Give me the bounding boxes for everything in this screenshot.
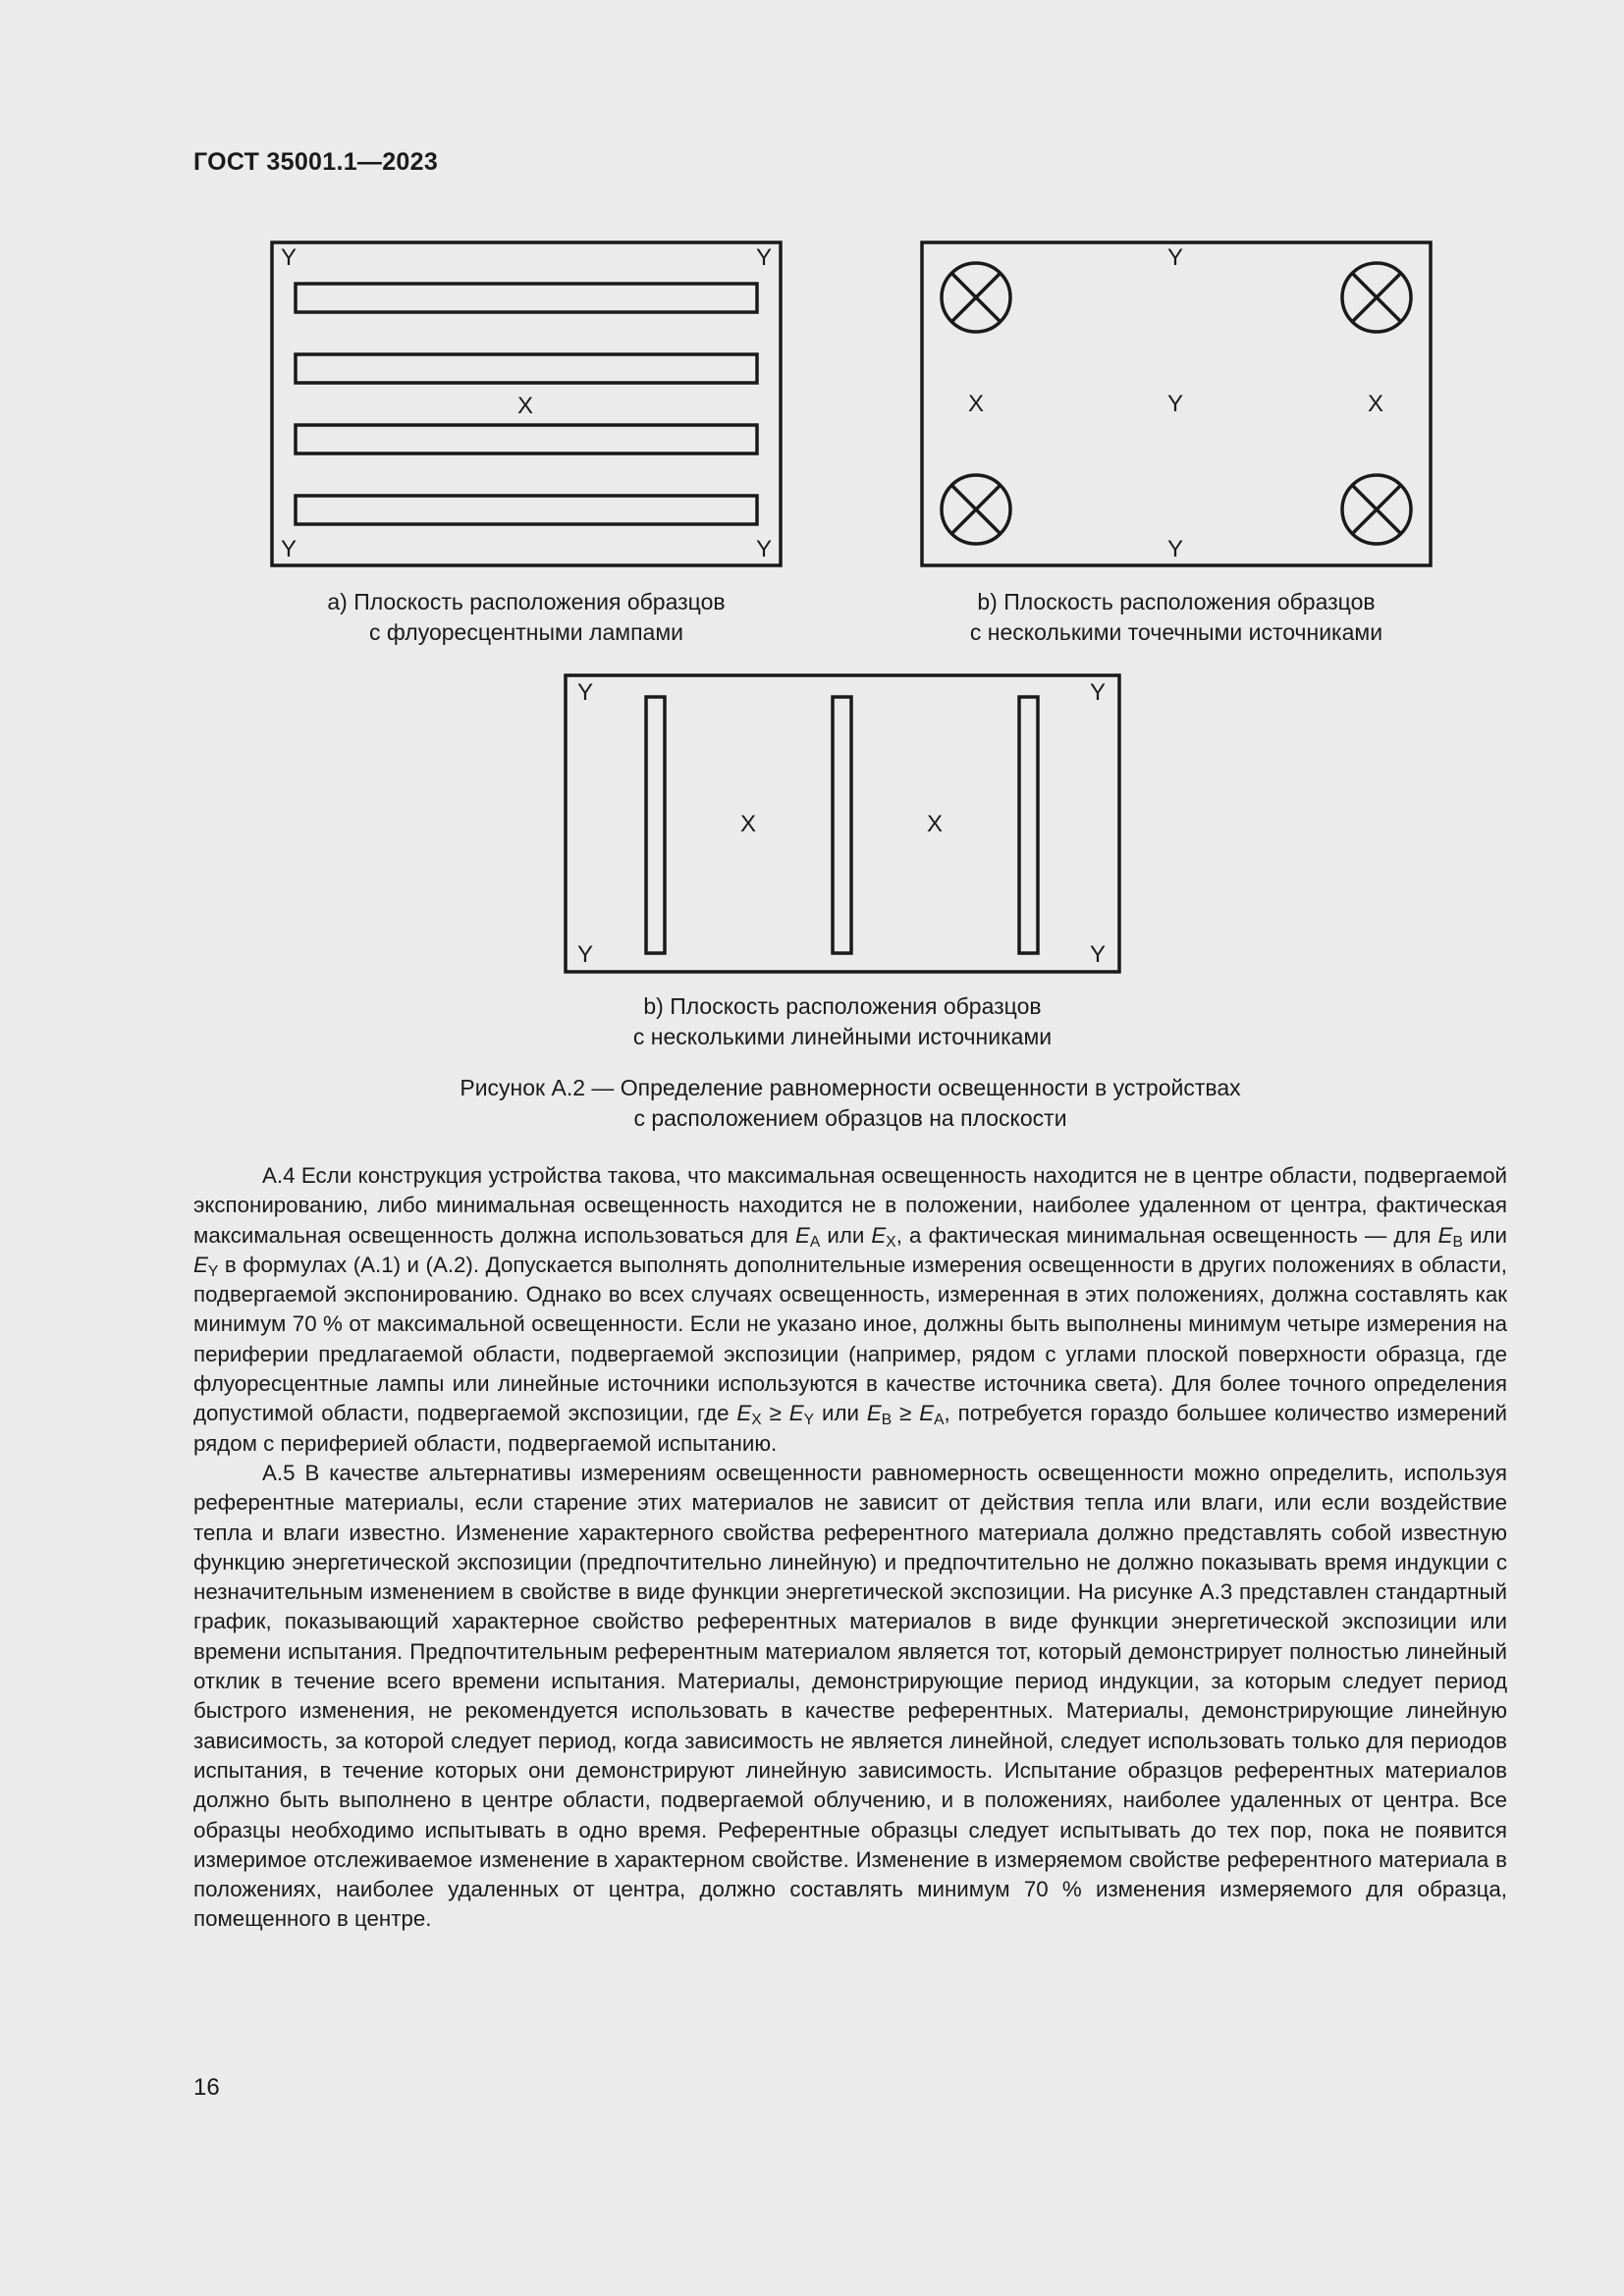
center-point-label: X: [517, 393, 534, 419]
document-header: ГОСТ 35001.1—2023: [193, 148, 439, 176]
corner-point-label: Y: [756, 244, 773, 271]
fluorescent-lamp: [296, 284, 757, 312]
point-source-icon: [1342, 263, 1411, 332]
page-number: 16: [193, 2074, 220, 2101]
measurement-point-label: Y: [1167, 244, 1184, 271]
fluorescent-lamp: [296, 354, 757, 383]
linear-source: [1019, 697, 1038, 953]
paragraph-a4: А.4 Если конструкция устройства такова, что максимальная освещенность находится не в центре области, подвергаемой экспонированию, либо минимальная освещенность находится не в положении, наиболее удаленном от центра, фактическая максимальная освещенность должна использоваться для $E_A$ или $E_X$, а фактическая минимальная освещенность — для $E_B$ или $E_Y$ в формулах (А.1) и (А.2). Допускается выполнять дополнительные измерения освещенности в других положениях в области, подвергаемой экспонированию. Однако во всех случаях освещенность, измеренная в этих положениях, должна составлять как минимум 70 % от максимальной освещенности. Если не указано иное, должны быть выполнены минимум четыре измерения на периферии предлагаемой области, подвергаемой экспозиции (например, рядом с углами плоской поверхности образца, где флуоресцентные лампы или линейные источники используются в качестве источника света). Для более точного определения допустимой области, подвергаемой экспозиции, где $E_X \ge E_Y$ или $E_B \ge E_A$, потребуется гораздо большее количество измерений рядом с периферией области, подвергаемой испытанию.: [193, 1163, 1507, 1456]
measurement-point-label: Y: [1167, 391, 1184, 417]
fluorescent-lamp: [296, 425, 757, 454]
measurement-point-label: Y: [1167, 536, 1184, 562]
corner-point-label: Y: [281, 244, 298, 271]
figure-c-caption: b) Плоскость расположения образцов с несколькими линейными источниками: [632, 993, 1053, 1049]
figure-b-caption: b) Плоскость расположения образцов с несколькими точечными источниками: [969, 589, 1383, 645]
body-text: [193, 1161, 1507, 1935]
corner-point-label: Y: [577, 679, 594, 706]
corner-point-label: Y: [756, 536, 773, 562]
corner-point-label: Y: [1090, 941, 1107, 968]
corner-point-label: Y: [1090, 679, 1107, 706]
corner-point-label: Y: [281, 536, 298, 562]
center-point-label: X: [927, 811, 944, 837]
linear-source: [646, 697, 665, 953]
figure-a-caption: a) Плоскость расположения образцов с флуоресцентными лампами: [327, 589, 726, 645]
measurement-point-label: X: [968, 391, 985, 417]
point-source-icon: [942, 263, 1010, 332]
figure-title: Рисунок А.2 — Определение равномерности освещенности в устройствах с расположением образцов на плоскости: [460, 1075, 1241, 1131]
corner-point-label: Y: [577, 941, 594, 968]
point-source-icon: [942, 475, 1010, 544]
point-source-icon: [1342, 475, 1411, 544]
measurement-point-label: X: [1368, 391, 1384, 417]
fluorescent-lamp: [296, 496, 757, 524]
paragraph-a5: А.5 В качестве альтернативы измерениям освещенности равномерность освещенности можно определить, используя референтные материалы, если старение этих материалов не зависит от действия тепла или влаги, или если воздействие тепла и влаги известно. Изменение характерного свойства референтного материала должно представлять собой известную функцию энергетической экспозиции (предпочтительно линейную) и предпочтительно не должно показывать время индукции с незначительным изменением в свойстве в виде функции энергетической экспозиции. На рисунке А.3 представлен стандартный график, показывающий характерное свойство референтных материалов в виде функции энергетической экспозиции или времени испытания. Предпочтительным референтным материалом является тот, который демонстрирует полностью линейный отклик в течение всего времени испытания. Материалы, демонстрирующие период индукции, за которым следует период быстрого изменения, не рекомендуется использовать в качестве референтных. Материалы, демонстрирующие линейную зависимость, за которой следует период, когда зависимость не является линейной, следует использовать только для периодов испытания, в течение которых они демонстрируют линейную зависимость. Испытание образцов референтных материалов должно быть выполнено в центре области, подвергаемой облучению, и в положениях, наиболее удаленных от центра. Все образцы необходимо испытывать в одно время. Референтные образцы следует испытывать до тех пор, пока не появится измеримое отслеживаемое изменение в характерном свойстве. Изменение в измеряемом свойстве референтного материала в положениях, наиболее удаленных от центра, должно составлять минимум 70 % изменения измеряемого для образца, помещенного в центре.: [193, 1460, 1507, 1932]
linear-source: [833, 697, 851, 953]
figure-c-diagram: [564, 673, 1121, 974]
figure-a-diagram: [270, 240, 783, 567]
figure-b-diagram: [920, 240, 1433, 567]
center-point-label: X: [740, 811, 757, 837]
